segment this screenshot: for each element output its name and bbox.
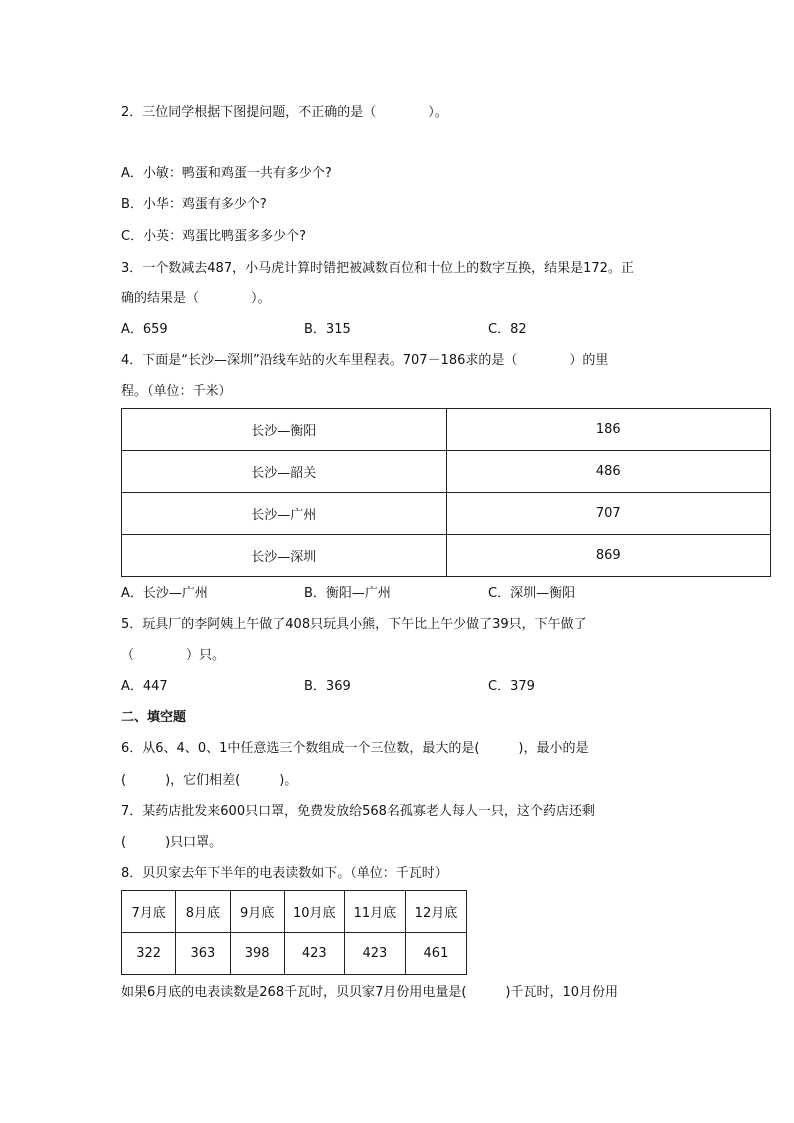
month-cell: 7月底 (122, 891, 176, 933)
table-row (122, 535, 771, 577)
reading-cell: 363 (176, 933, 230, 975)
route-cell: 长沙—韶关 (122, 451, 447, 493)
month-cell: 10月底 (284, 891, 344, 933)
month-cell: 8月底 (176, 891, 230, 933)
q3-stem-line2: 确的结果是（ ）。 (121, 291, 271, 306)
table-row (122, 493, 771, 535)
q5-option-b: B．369 (304, 679, 351, 694)
q2-stem: 2．三位同学根据下图提问题，不正确的是（ ）。 (121, 105, 448, 120)
q8-followup: 如果6月底的电表读数是268千瓦时，贝贝家7月份用电量是( )千瓦时，10月份用 (121, 985, 619, 1000)
month-cell: 12月底 (405, 891, 466, 933)
month-cell: 11月底 (344, 891, 405, 933)
q5-stem-line1: 5．玩具厂的李阿姨上午做了408只玩具小熊，下午比上午少做了39只，下午做了 (121, 617, 587, 632)
q3-option-a: A．659 (121, 322, 168, 337)
q4-option-c: C．深圳—衡阳 (488, 586, 576, 601)
route-cell: 长沙—深圳 (122, 535, 447, 577)
meter-reading-table (121, 890, 467, 975)
reading-cell: 423 (344, 933, 405, 975)
q2-option-b: B．小华：鸡蛋有多少个? (121, 197, 267, 212)
table-row (122, 451, 771, 493)
q3-option-b: B．315 (304, 322, 351, 337)
route-cell: 长沙—广州 (122, 493, 447, 535)
q3-option-c: C．82 (488, 322, 527, 337)
section-title: 二、填空题 (121, 710, 187, 725)
reading-cell: 461 (405, 933, 466, 975)
month-cell: 9月底 (230, 891, 284, 933)
q5-stem-line2: （ ）只。 (121, 648, 226, 663)
distance-cell: 486 (446, 451, 771, 493)
q6-line2: ( )，它们相差( )。 (121, 773, 298, 788)
q7-line1: 7．某药店批发来600只口罩，免费发放给568名孤寡老人每人一只，这个药店还剩 (121, 804, 595, 819)
reading-cell: 322 (122, 933, 176, 975)
q4-stem-line1: 4．下面是“长沙—深圳”沿线车站的火车里程表。707－186求的是（ ）的里 (121, 353, 609, 368)
q7-line2: ( )只口罩。 (121, 835, 223, 850)
q8-stem: 8．贝贝家去年下半年的电表读数如下。（单位：千瓦时） (121, 866, 448, 881)
table-row (122, 409, 771, 451)
q5-option-c: C．379 (488, 679, 535, 694)
reading-cell: 423 (284, 933, 344, 975)
distance-cell: 869 (446, 535, 771, 577)
distance-table (121, 408, 771, 577)
q6-line1: 6．从6、4、0、1中任意选三个数组成一个三位数，最大的是( )，最小的是 (121, 741, 589, 756)
q4-stem-line2: 程。（单位：千米） (121, 384, 232, 399)
reading-cell: 398 (230, 933, 284, 975)
q2-option-c: C．小英：鸡蛋比鸭蛋多多少个? (121, 229, 306, 244)
q4-option-b: B．衡阳—广州 (304, 586, 391, 601)
route-cell: 长沙—衡阳 (122, 409, 447, 451)
table-header-row (122, 891, 467, 933)
q3-stem-line1: 3．一个数减去487，小马虎计算时错把被减数百位和十位上的数字互换，结果是172。正 (121, 261, 634, 276)
table-row (122, 933, 467, 975)
q2-option-a: A．小敏：鸭蛋和鸡蛋一共有多少个? (121, 166, 332, 181)
q5-option-a: A．447 (121, 679, 168, 694)
distance-cell: 707 (446, 493, 771, 535)
distance-cell: 186 (446, 409, 771, 451)
q4-option-a: A．长沙—广州 (121, 586, 208, 601)
